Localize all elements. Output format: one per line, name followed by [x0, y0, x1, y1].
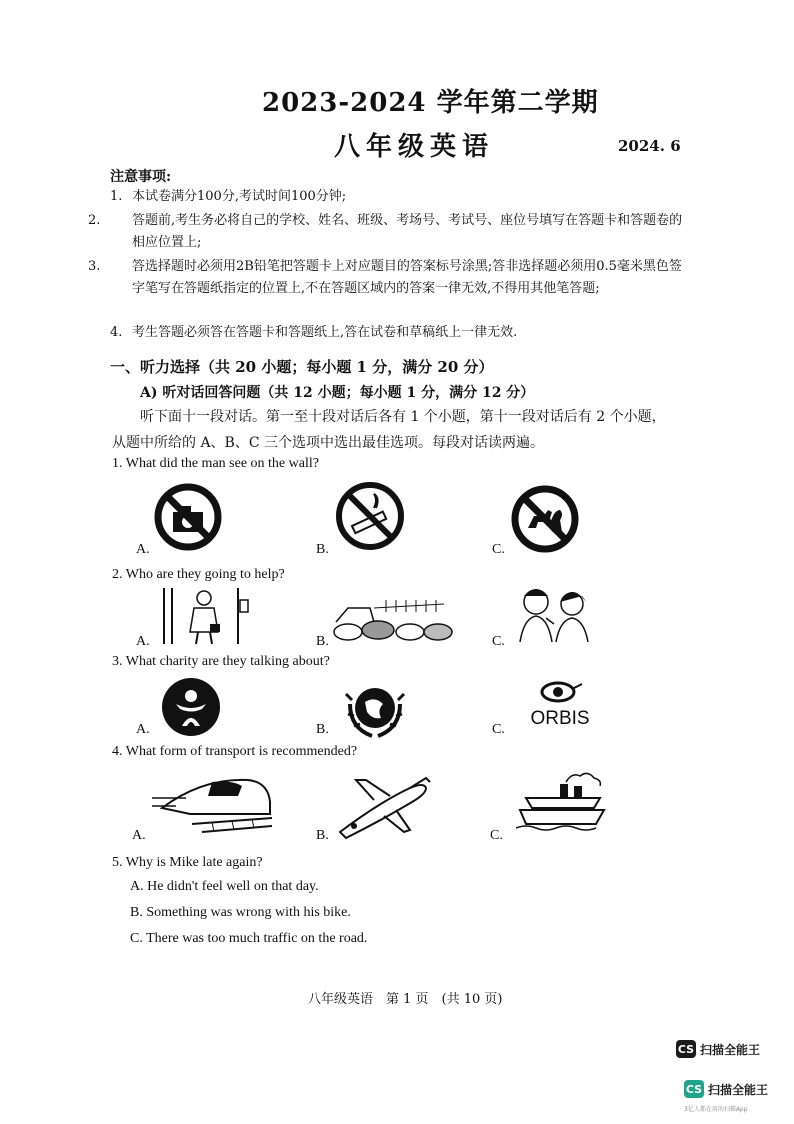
- question-2: 2. Who are they going to help?: [112, 567, 285, 582]
- section-instruction: 听下面十一段对话。第一至十段对话后各有 1 个小题，第十一段对话后有 2 个小题，从题中所给的 A、B、C 三个选项中选出最佳选项。每段对话读两遍。: [112, 409, 666, 451]
- camscanner-logo-icon: CS: [676, 1040, 696, 1058]
- q1-option-c-label: C.: [492, 542, 505, 557]
- note-item-2: [88, 210, 692, 254]
- homeless-people-picture: [326, 592, 458, 644]
- camscanner-brand: 扫描全能王: [708, 1082, 769, 1097]
- q2-option-b-label: B.: [316, 634, 329, 649]
- save-the-children-logo-icon: [160, 676, 222, 738]
- q1-option-a-label: A.: [136, 542, 150, 557]
- section-heading: 一、听力选择（共 20 小题；每小题 1 分，满分 20 分）: [110, 358, 494, 376]
- q5-option-a: A. He didn't feel well on that day.: [130, 879, 319, 894]
- note-item-1: [110, 186, 690, 208]
- q3-option-b-label: B.: [316, 722, 329, 737]
- no-smoking-sign-icon: [334, 480, 406, 552]
- note-number: 2.: [88, 213, 101, 228]
- exam-title: 2023-2024 学年第二学期: [262, 88, 599, 118]
- airplane-picture: [334, 768, 432, 840]
- camscanner-watermark-top: [676, 1040, 760, 1058]
- note-number: 3.: [88, 259, 101, 274]
- note-item-4: [110, 322, 690, 344]
- orbis-logo-text: ORBIS: [530, 708, 590, 729]
- note-number: 4.: [110, 325, 123, 340]
- camscanner-brand: 扫描全能王: [700, 1042, 761, 1057]
- no-pets-sign-icon: [510, 484, 580, 554]
- q3-option-c-label: C.: [492, 722, 505, 737]
- notes-heading: 注意事项:: [110, 169, 172, 185]
- q1-option-b-label: B.: [316, 542, 329, 557]
- q2-option-c-label: C.: [492, 634, 505, 649]
- q4-option-b-label: B.: [316, 828, 329, 843]
- q4-option-a-label: A.: [132, 828, 146, 843]
- page-footer: 八年级英语 第 1 页 (共 10 页): [308, 992, 503, 1007]
- un-emblem-icon: [340, 674, 410, 744]
- q5-option-b: B. Something was wrong with his bike.: [130, 905, 351, 920]
- exam-date: 2024. 6: [618, 137, 681, 155]
- camscanner-logo-icon: CS: [684, 1080, 704, 1098]
- note-number: 1.: [110, 189, 123, 204]
- question-1: 1. What did the man see on the wall?: [112, 456, 319, 471]
- elevator-worker-picture: [158, 586, 256, 646]
- ship-picture: [516, 766, 608, 834]
- high-speed-train-picture: [152, 768, 274, 838]
- no-camera-sign-icon: [153, 482, 223, 552]
- question-4: 4. What form of transport is recommended?: [112, 744, 358, 759]
- subsection-heading: A) 听对话回答问题（共 12 小题；每小题 1 分，满分 12 分）: [140, 385, 535, 401]
- camscanner-watermark-bottom: [684, 1080, 768, 1098]
- q5-option-c: C. There was too much traffic on the road.: [130, 931, 368, 946]
- q2-option-a-label: A.: [136, 634, 150, 649]
- q3-option-a-label: A.: [136, 722, 150, 737]
- note-item-3: [88, 256, 692, 300]
- question-3: 3. What charity are they talking about?: [112, 654, 330, 669]
- note-text: 答选择题时必须用2B铅笔把答题卡上对应题目的答案标号涂黑;答非选择题必须用0.5毫米黑色签字笔写在答题纸指定的位置上,不在答题区域内的答案一律无效,不得用其他笔答题;: [132, 259, 682, 296]
- orbis-logo-icon: [518, 680, 602, 730]
- question-5: 5. Why is Mike late again?: [112, 855, 263, 870]
- note-text: 答题前,考生务必将自己的学校、姓名、班级、考场号、考试号、座位号填写在答题卡和答题卷的相应位置上;: [132, 213, 683, 250]
- old-couple-picture: [510, 582, 598, 646]
- q4-option-c-label: C.: [490, 828, 503, 843]
- exam-subtitle: 八年级英语: [334, 132, 495, 162]
- note-text: 本试卷满分100分,考试时间100分钟;: [132, 189, 347, 204]
- camscanner-tagline: 3亿人都在用的扫描App: [684, 1106, 748, 1113]
- note-text: 考生答题必须答在答题卡和答题纸上,答在试卷和草稿纸上一律无效.: [132, 325, 518, 340]
